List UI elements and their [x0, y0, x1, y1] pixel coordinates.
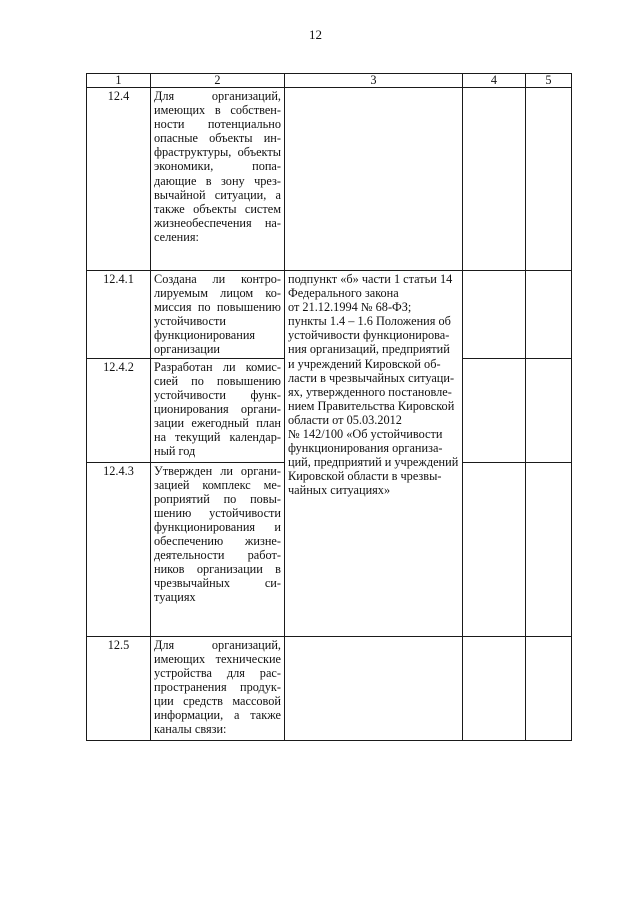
requirements-table	[86, 73, 572, 741]
row-number: 12.4.3	[87, 462, 151, 636]
header-col-4: 4	[463, 74, 526, 88]
legal-basis-line: устойчивости функционирова-	[288, 328, 450, 343]
row-number: 12.4.1	[87, 271, 151, 359]
table-row	[87, 271, 572, 359]
row-question: Создана ли контролируемым лицом комиссия по повышению устойчивости функционирования организации	[151, 271, 285, 359]
legal-basis-line: подпункт «б» части 1 статьи 14	[288, 272, 453, 286]
legal-basis-line: Кировской области в чрезвы-	[288, 469, 442, 484]
note-cell	[526, 358, 572, 462]
legal-basis-line: чайных ситуациях»	[288, 483, 391, 498]
legal-basis-cell	[285, 271, 463, 637]
answer-cell	[463, 358, 526, 462]
note-cell	[526, 636, 572, 740]
legal-basis-line: пункты 1.4 – 1.6 Положения об	[288, 314, 451, 329]
table-row	[87, 636, 572, 740]
legal-basis-line: от 21.12.1994 № 68-ФЗ;	[288, 300, 412, 315]
header-col-1: 1	[87, 74, 151, 88]
legal-basis-line: ласти в чрезвычайных ситуаци-	[288, 370, 455, 385]
legal-basis-cell	[285, 88, 463, 271]
legal-basis-line: функционирования организа-	[288, 441, 443, 456]
row-question: Утвержден ли организацией комплекс мероприятий по повышению устойчивости функционирования и обеспечению жизнедеятельности работников организации в чрезвычайных ситуациях	[151, 462, 285, 636]
header-col-5: 5	[526, 74, 572, 88]
row-question: Разработан ли комиссией по повышению устойчивости функционирования организации ежегодный план на текущий календарный год	[151, 358, 285, 462]
legal-basis-line: № 142/100 «Об устойчивости	[288, 427, 443, 442]
table-row	[87, 88, 572, 271]
header-col-2: 2	[151, 74, 285, 88]
legal-basis-line: ях, утвержденного постановле-	[288, 384, 452, 399]
answer-cell	[463, 462, 526, 636]
row-number: 12.5	[87, 636, 151, 740]
legal-basis-cell	[285, 636, 463, 740]
note-cell	[526, 88, 572, 271]
page-number: 12	[309, 27, 322, 42]
legal-basis-line: Федерального закона	[288, 286, 399, 301]
legal-basis-line: области от 05.03.2012	[288, 412, 402, 427]
legal-basis-line: нием Правительства Кировской	[288, 398, 455, 413]
answer-cell	[463, 88, 526, 271]
row-number: 12.4	[87, 88, 151, 271]
note-cell	[526, 462, 572, 636]
legal-basis-line: ния организаций, предприятий	[288, 342, 450, 357]
answer-cell	[463, 271, 526, 359]
row-number: 12.4.2	[87, 358, 151, 462]
answer-cell	[463, 636, 526, 740]
header-col-3: 3	[285, 74, 463, 88]
row-question: Для организаций, имеющих технические устройства для распространения продукции средств массовой информации, а также каналы связи:	[151, 636, 285, 740]
legal-basis-line: и учреждений Кировской об-	[288, 356, 441, 371]
table-header-row	[87, 74, 572, 88]
note-cell	[526, 271, 572, 359]
legal-basis-line: ций, предприятий и учреждений	[288, 455, 459, 470]
row-question: Для организаций, имеющих в собственности потенциально опасные объекты инфраструктуры, объекты экономики, попадающие в зону чрезвычайной ситуации, а также объекты систем жизнеобеспечения населения:	[151, 88, 285, 271]
